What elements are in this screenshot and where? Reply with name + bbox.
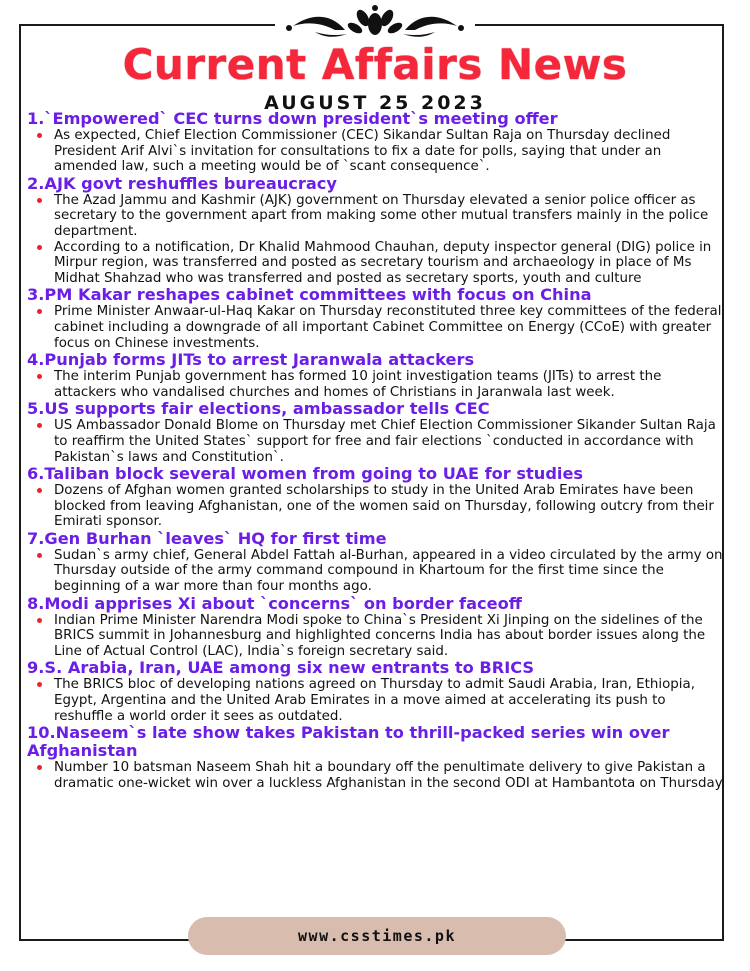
news-bullet: The BRICS bloc of developing nations agreed on Thursday to admit Saudi Arabia, Iran, Ethiopia, Egypt, Argentina and the United Arab Emirates in a move aimed at accelerating its push to reshuffle a world order it sees as outdated. xyxy=(27,677,727,724)
news-heading: 8.Modi apprises Xi about `concerns` on border faceoff xyxy=(27,593,522,613)
news-item xyxy=(27,351,727,400)
news-item xyxy=(27,530,727,595)
news-heading: 9.S. Arabia, Iran, UAE among six new entrants to BRICS xyxy=(27,658,535,678)
news-item xyxy=(27,465,727,530)
news-heading: 6.Taliban block several women from going to UAE for studies xyxy=(27,464,584,484)
news-bullet: Indian Prime Minister Narendra Modi spoke to China`s President Xi Jinping on the sidelines of the BRICS summit in Johannesburg and highlighted concerns India has about border issues along the Line of Actual Control (LAC), India`s foreign secretary said. xyxy=(27,613,727,660)
news-item xyxy=(27,724,727,791)
news-item xyxy=(27,400,727,465)
news-heading: 2.AJK govt reshuffles bureaucracy xyxy=(27,173,337,193)
news-item xyxy=(27,286,727,351)
news-heading: 5.US supports fair elections, ambassador tells CEC xyxy=(27,399,490,419)
news-item xyxy=(27,595,727,660)
page-title: Current Affairs News xyxy=(122,40,628,89)
news-heading: 10.Naseem`s late show takes Pakistan to thrill-packed series win over Afghanistan xyxy=(27,723,670,761)
news-bullet: According to a notification, Dr Khalid Mahmood Chauhan, deputy inspector general (DIG) police in Mirpur region, was transferred and posted as secretary tourism and archaeology in place of Ms Midhat Shahzad who was transferred and posted as secretary sports, youth and culture xyxy=(27,240,727,287)
news-bullet: The Azad Jammu and Kashmir (AJK) government on Thursday elevated a senior police officer as secretary to the government apart from making some other mutual transfers mainly in the police department. xyxy=(27,193,727,240)
news-bullet: Sudan`s army chief, General Abdel Fattah al-Burhan, appeared in a video circulated by the army on Thursday outside of the army command compound in Khartoum for the first time since the beginning of a war more than four months ago. xyxy=(27,548,727,595)
news-item xyxy=(27,110,727,175)
website-footer[interactable]: www.csstimes.pk xyxy=(188,917,566,955)
news-bullet: Prime Minister Anwaar-ul-Haq Kakar on Thursday reconstituted three key committees of the federal cabinet including a downgrade of all important Cabinet Committee on Energy (CCoE) with greater focus on Chinese investments. xyxy=(27,304,727,351)
news-item xyxy=(27,175,727,287)
news-heading: 1.`Empowered` CEC turns down president`s meeting offer xyxy=(27,109,558,128)
news-bullet: As expected, Chief Election Commissioner (CEC) Sikandar Sultan Raja on Thursday declined President Arif Alvi`s invitation for consultations to fix a date for polls, saying that under an amended law, such a meeting would be of `scant consequence`. xyxy=(27,128,727,175)
news-bullet: The interim Punjab government has formed 10 joint investigation teams (JITs) to arrest the attackers who vandalised churches and homes of Christians in Jaranwala last week. xyxy=(27,369,727,400)
page-date: AUGUST 25 2023 xyxy=(264,92,486,114)
decorative-flourish-icon xyxy=(275,2,475,42)
news-bullet: US Ambassador Donald Blome on Thursday met Chief Election Commissioner Sikander Sultan Raja to reaffirm the United States` support for free and fair elections `conducted in accordance with Pakistan`s laws and Constitution`. xyxy=(27,418,727,465)
news-heading: 7.Gen Burhan `leaves` HQ for first time xyxy=(27,528,387,548)
news-heading: 3.PM Kakar reshapes cabinet committees with focus on China xyxy=(27,285,592,305)
news-bullet: Number 10 batsman Naseem Shah hit a boundary off the penultimate delivery to give Pakistan a dramatic one-wicket win over a luckless Afghanistan in the second ODI at Hambantota on Thursday. xyxy=(27,760,727,791)
news-heading: 4.Punjab forms JITs to arrest Jaranwala attackers xyxy=(27,350,475,370)
news-bullet: Dozens of Afghan women granted scholarships to study in the United Arab Emirates have been blocked from leaving Afghanistan, one of the women said on Thursday, following outcry from their Emirati sponsor. xyxy=(27,483,727,530)
news-list xyxy=(27,110,727,791)
news-item xyxy=(27,659,727,724)
